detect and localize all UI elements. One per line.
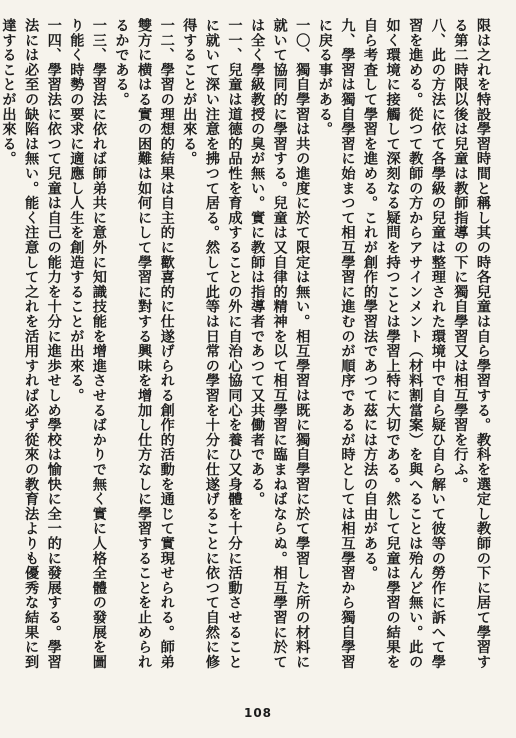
paragraph-continuation: 限は之れを特設學習時間と稱し其の時各兒童は自ら學習する。教科を選定し教師の下に居て學習する第二時限以後は兒童は教師指導の下に獨自學習又は相互學習を行ふ。	[452, 18, 491, 670]
paragraph-item-9: 九、學習は獨自學習に始まつて相互學習に進むのが順序であるが時としては相互學習から獨自學習に戻る事がある。	[316, 18, 356, 670]
paragraph-item-8: 八、此の方法に依て各學級の兒童は整理された環境中で自ら疑ひ自ら解いて彼等の勞作に訴へて學習を進める。從つて教師の方からアサインメント（材料割當案）を與へることは殆んど無い。此の如く環境に接觸して深刻なる疑問を持つことは學習上特に大切である。然して兒童は學習の結果を自ら考査して學習を進める。これが創作的學習法であつて茲には方法の自由がある。	[362, 18, 446, 670]
page-number: 108	[243, 706, 273, 720]
paragraph-item-12: 一二、學習の理想的結果は自主的に歡喜的に仕遂げられる創作的活動を通じて實現せられる。師弟雙方に横はる實の困難は如何にして學習に對する興味を增加し仕方なしに學習することを止められるかである。	[113, 18, 175, 670]
paragraph-item-13: 一三、學習法に依れば師弟共に意外に知識技能を增進させるばかりで無く實に人格全體の發展を圖り能く時勢の要求に適應し人生を創造することが出來る。	[68, 18, 107, 670]
paragraph-item-14: 一四、學習法に依つて兒童は自己の能力を十分に進歩せしめ學校は愉快に全一的に發展する。學習法には必至の缺陷は無い。能く注意して之れを活用すれば必ず從來の教育法よりも優秀な結果に到達することが出來る。	[0, 18, 62, 670]
body-text	[0, 18, 494, 678]
paragraph-item-11: 一一、兒童は道德的品性を育成することの外に自治心協同心を養ひ又身體を十分に活動させることに就いて深い注意を拂つて居る。然して此等は日常の學習を十分に仕遂げることに依つて自然に修得することが出來る。	[181, 18, 243, 670]
paragraph-item-10: 一〇、獨自學習は共の進度に於て限定は無い。相互學習は既に獨自學習に於て學習した所の材料に就いて協同的に學習する。兒童は又自律的精神を以て相互學習に臨まねばならぬ。相互學習に於ては全く學級教授の臭が無い。實に教師は指導者であつて又共働者である。	[249, 18, 311, 670]
